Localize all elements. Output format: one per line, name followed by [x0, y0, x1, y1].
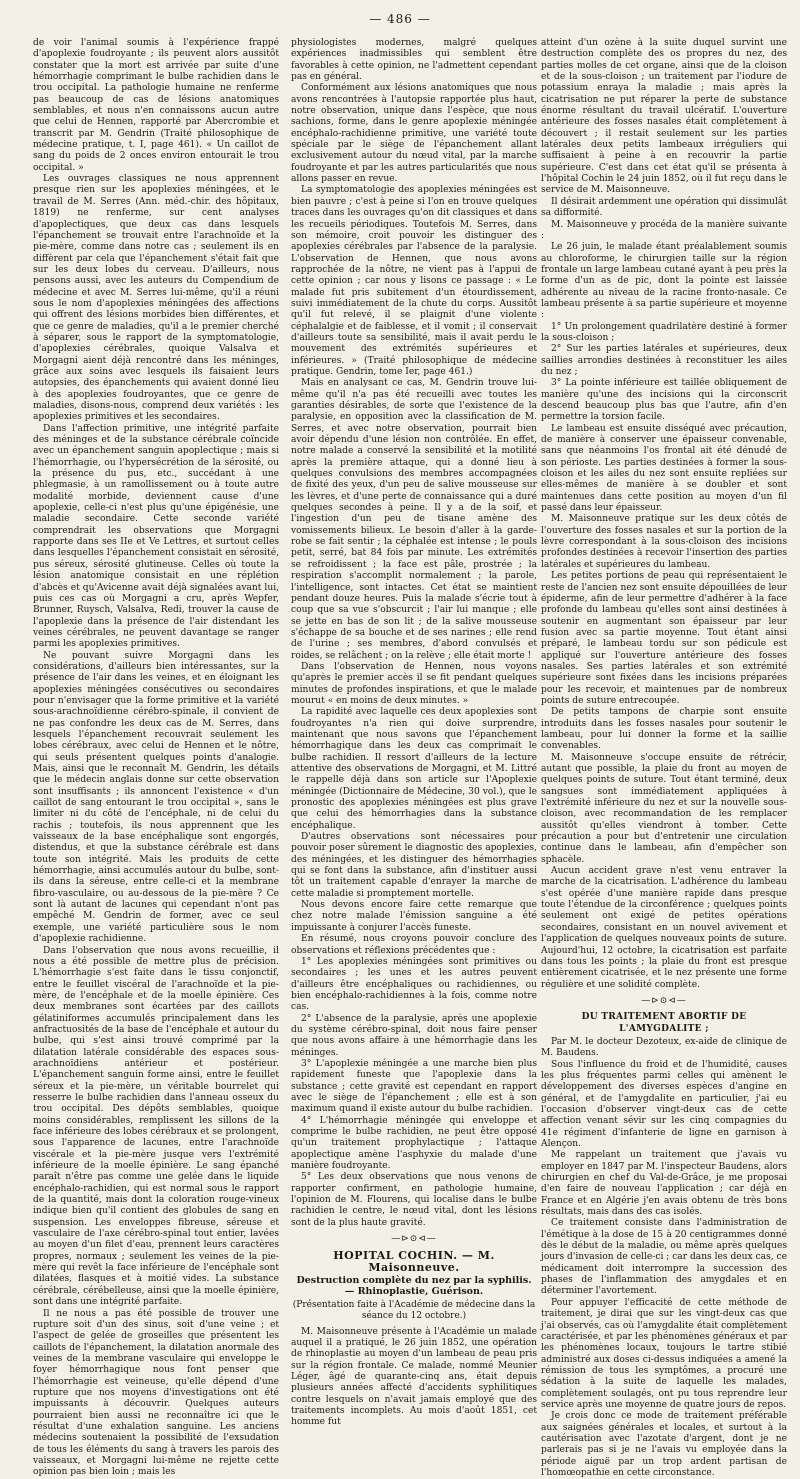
paragraph: Dans l'observation de Hennen, nous voyons qu'après le premier accès il se fit pendant quelques minutes de profondes inspirations, et que le malade mourut « en moins de deux minutes. »	[291, 661, 537, 706]
paragraph: Il désirait ardemment une opération qui dissimulât sa difformité.	[541, 196, 787, 219]
article-title: Destruction complète du nez par la syphilis. — Rhinoplastie, Guérison.	[296, 1275, 532, 1298]
section-heading: DU TRAITEMENT ABORTIF DE L'AMYGDALITE ;	[581, 1012, 747, 1034]
paragraph: Les petites portions de peau qui représentaient le reste de l'ancien nez sont ensuite dépouillées de leur épiderme, afin de leur permettre d'adhérer à la face profonde du lambeau qu'elles sont ainsi destinées à soutenir en augmentant son épaisseur par leur fusion avec sa partie moyenne. Tout étant ainsi préparé, le lambeau tordu sur son pédicule est appliqué sur l'ouverture antérieure des fosses nasales. Ses parties latérales et son extrémité supérieure sont fixées dans les incisions préparées pour les recevoir, et maintenues par de nombreux points de suture entrecoupée.	[541, 571, 787, 706]
list-item: 3° L'apoplexie méningée a une marche bien plus rapidement funeste que l'apoplexie dans la substance ; cette gravité est cependant en rapport avec le siège de l'épanchement ; elle est à son maximum quand il existe autour du bulbe rachidien.	[291, 1058, 537, 1115]
paragraph: M. Maisonneuve pratique sur les deux côtés de l'ouverture des fosses nasales et sur la portion de la lèvre correspondant à la sous-cloison des incisions profondes destinées à recevoir l'insertion des parties latérales et supérieures du lambeau.	[541, 514, 787, 570]
paragraph: M. Maisonneuve présente à l'Académie un malade auquel il a pratiqué, le 26 juin 1852, une opération de rhinoplastie au moyen d'un lambeau de peau pris sur la région frontale. Ce malade, nommé Meunier Léger, âgé de quarante-cinq ans, était depuis plusieurs années affecté d'accidents syphilitiques contre lesquels on n'avait jamais employé que des traitements incomplets. Au mois d'août 1851, cet homme fut	[291, 1326, 537, 1428]
paragraph: Nous devons encore faire cette remarque que chez notre malade l'émission sanguine a été impuissante à conjurer l'accès funeste.	[291, 900, 537, 933]
paragraph: M. Maisonneuve y procéda de la manière suivante :	[541, 219, 787, 241]
paragraph: Mais en analysant ce cas, M. Gendrin trouve lui-même qu'il n'a pas été recueilli avec toutes les garanties désirables, de sorte que l'existence de la paralysie, en opposition avec la classification de M. Serres, et avec notre observation, pourrait bien avoir dépendu d'une lésion non contrôlée. En effet, notre malade a conservé la sensibilité et la motilité après la première attaque, qui a donné lieu à quelques convulsions des membres accompagnées de fixité des yeux, d'un peu de salive mousseuse sur les lèvres, et d'une perte de connaissance qui a duré quelques secondes à peine. Il y a de la soif, et l'ingestion d'un peu de tisane amène des vomissements bilieux. Le besoin d'aller à la garde-robe se fait sentir ; la céphalée est intense ; le pouls petit, serré, bat 84 fois par minute. Les extrémités se refroidissent ; la face est pâle, prostrée ; la respiration s'accomplit normalement ; la parole, l'intelligence, sont intactes. Cet état se maintient pendant douze heures. Puis la malade s'écrie tout à coup que sa vue s'obscurcit ; l'air lui manque ; elle se jette en bas de son lit ; de la salive mousseuse s'échappe de sa bouche et de ses narines ; elle rend de l'urine ; ses membres, d'abord convulsés et roides, se relâchent ; on la relève ; elle était morte !	[291, 378, 537, 661]
paragraph: Le 26 juin, le malade étant préalablement soumis au chloroforme, le chirurgien taille sur la région frontale un large lambeau cutané ayant à peu près la forme d'un as de pic, dont la pointe est laissée adhérente au niveau de la racine fronto-nasale. Ce lambeau présente à sa partie supérieure et moyenne :	[541, 242, 787, 321]
paragraph: Je crois donc ce mode de traitement préférable aux saignées générales et locales, et surtout à la cautérisation avec l'azotate d'argent, dont je ne parlerais pas si je ne l'avais vu employée dans la période aiguë par un trop ardent partisan de l'homœopathie en cette circonstance.	[541, 1411, 787, 1478]
paragraph: Dans l'observation que nous avons recueillie, il nous a été possible de mettre plus de précision. L'hémorrhagie s'est faite dans le tissu conjonctif, entre le feuillet viscéral de l'arachnoïde et la pie-mère, de l'encéphale et de la moelle épinière. Ces deux membranes sont écartées par des caillots gélatiniformes accumulés principalement dans les anfractuosités de la base de l'encéphale et autour du bulbe, qui s'est ainsi trouvé comprimé par la dilatation latérale considérable des espaces sous-arachnoïdiens antérieur et postérieur. L'épanchement sanguin forme ainsi, entre le feuillet séreux et la pie-mère, un véritable bourrelet qui resserre le bulbe rachidien dans l'anneau osseux du trou occipital. Des dépôts semblables, quoique moins considérables, remplissent les sillons de la face inférieure des lobes cérébraux et se prolongent, sous l'apparence de lacunes, entre l'arachnoïde viscérale et la pie-mère jusque vers l'extrémité inférieure de la moelle épinière. Le sang épanché paraît n'être pas comme une gelée dans le liquide encéphalo-rachidien, qui est normal sous le rapport de la quantité, mais dont la coloration rouge-vineux indique bien qu'il contient des globules de sang en suspension. Les enveloppes fibreuse, séreuse et vasculaire de l'axe cérébro-spinal tout entier, lavées au moyen d'un filet d'eau, prennent leurs caractères propres, normaux ; seulement les veines de la pie-mère qui revêt la face inférieure de l'encéphale sont dilatées, flasques et à moitié vides. La substance cérébrale, cérébelleuse, ainsi que la moelle épinière, sont dans une intégrité parfaite.	[33, 945, 279, 1308]
section-separator: —⊳⊙⊲—	[641, 995, 687, 1006]
column-left	[33, 38, 279, 1478]
paragraph: Il ne nous a pas été possible de trouver une rupture soit d'un des sinus, soit d'une veine ; et l'aspect de gelée de groseilles que présentent les caillots de l'épanchement, la dilatation anormale des veines de la membrane vasculaire qui enveloppe le foyer hémorrhagique nous font penser que l'hémorrhagie est veineuse, qu'elle dépend d'une rupture que nos moyens d'investigations ont été impuissants à découvrir. Quelques auteurs pourraient bien aussi ne reconnaître ici que le résultat d'une exhalation sanguine. Les anciens médecins soutenaient la possibilité de l'exsudation de tous les éléments du sang à travers les parois des vaisseaux, et Morgagni lui-même ne rejette cette opinion pas bien loin ; mais les	[33, 1308, 279, 1478]
paragraph: D'autres observations sont nécessaires pour pouvoir poser sûrement le diagnostic des apoplexies, des méningées, et les distinguer des hémorrhagies qui se font dans la substance, afin d'instituer aussi tôt un traitement capable d'enrayer la marche de cette maladie si promptement mortelle.	[291, 832, 537, 899]
paragraph: Conformément aux lésions anatomiques que nous avons rencontrées à l'autopsie rapportée plus haut, notre observation, unique dans l'espèce, que nous sachions, forme, dans le genre apoplexie méningée encéphalo-rachidienne primitive, une variété toute spéciale par le siège de l'épanchement allant exclusivement autour du nœud vital, par la marche foudroyante et par les autres particularités que nous allons passer en revue.	[291, 83, 537, 185]
paragraph: Ne pouvant suivre Morgagni dans les considérations, d'ailleurs bien intéressantes, sur la présence de l'air dans les veines, et en éloignant les apoplexies méningées consécutives ou secondaires pour n'envisager que la forme primitive et la variété sous-arachnoïdienne cérébro-spinale, il convient de ne pas confondre les deux cas de M. Serres, dans lesquels l'épanchement recouvrait seulement les lobes cérébraux, avec celui de Hennen et le nôtre, qui seuls présentent quelques points d'analogie. Mais, ainsi que le reconnaît M. Gendrin, les détails que le médecin anglais donne sur cette observation sont insuffisants ; ils annoncent l'existence « d'un caillot de sang entourant le trou occipital », sans le limiter ni du côté de l'encéphale, ni de celui du rachis ; toutefois, ils nous apprennent que les vaisseaux de la base encéphalique sont engorgés, distendus, et que la substance cérébrale est dans toute son intégrité. Mais les produits de cette hémorrhagie, ainsi accumulés autour du bulbe, sont-ils dans la séreuse, entre celle-ci et la membrane fibro-vasculaire, ou au-dessous de la pie-mère ? Ce sont là autant de lacunes qui cependant n'ont pas empêché M. Gendrin de former, avec ce seul exemple, une variété particulière sous le nom d'apoplexie rachidienne.	[33, 650, 279, 945]
list-item: 3° La pointe inférieure est taillée obliquement de manière qu'une des incisions qui la circonscrit descend beaucoup plus bas que l'autre, afin d'en permettre la torsion facile.	[541, 378, 787, 423]
paragraph: Les ouvrages classiques ne nous apprennent presque rien sur les apoplexies méningées, et le travail de M. Serres (Ann. méd.-chir. des hôpitaux, 1819) ne renferme, sur cent analyses d'apoplectiques, que deux cas dans lesquels l'épanchement se trouvait entre l'arachnoïde et la pie-mère, comme dans notre cas ; seulement ils en diffèrent par cela que l'épanchement s'était fait que sur les deux lobes du cerveau. D'ailleurs, nous pensons aussi, avec les auteurs du Compendium de médecine et avec M. Serres lui-même, qu'il a réuni sous le nom d'apoplexies méningées des affections qui offrent des lésions morbides bien différentes, et que ce genre de maladies, qu'il a le premier cherché à séparer, sous le rapport de la symptomatologie, d'apoplexies cérébrales, quoique Valsalva et Morgagni aient déjà rencontré dans les méninges, grâce aux soins avec lesquels ils faisaient leurs autopsies, des épanchements qui avaient donné lieu à des apoplexies foudroyantes, que ce genre de maladies, disons-nous, comprend deux variétés : les apoplexies primitives et les secondaires.	[33, 174, 279, 423]
column-right	[541, 38, 787, 1478]
page-number: — 486 —	[369, 12, 431, 26]
paragraph: de voir l'animal soumis à l'expérience frappé d'apoplexie foudroyante ; ils peuvent alors aussitôt constater que la mort est arrivée par suite d'une hémorrhagie comprimant le bulbe rachidien dans le trou occipital. La pathologie humaine ne renferme pas beaucoup de cas de lésions anatomiques semblables, et nous n'en connaissons aucun autre que celui de Hennen, rapporté par Abercrombie et transcrit par M. Gendrin (Traité philosophique de médecine pratique, t. I, page 461). « Un caillot de sang du poids de 2 onces environ entourait le trou occipital. »	[33, 38, 279, 173]
list-item: 2° Sur les parties latérales et supérieures, deux saillies arrondies destinées à reconstituer les ailes du nez ;	[541, 344, 787, 377]
paragraph: Aucun accident grave n'est venu entraver la marche de la cicatrisation. L'adhérence du lambeau s'est opérée d'une manière rapide dans presque toute l'étendue de la circonférence ; quelques points seulement ont exigé de petites opérations secondaires, consistant en un nouvel avivement et l'application de quelques nouveaux points de suture. Aujourd'hui, 12 octobre, la cicatrisation est parfaite dans tous les points ; la plaie du front est presque entièrement cicatrisée, et le nez présente une forme régulière et une solidité complète.	[541, 866, 787, 990]
paragraph: Ce traitement consiste dans l'administration de l'émétique à la dose de 15 à 20 centigrammes donné dès le début de la maladie, ou même après quelques jours d'invasion de celle-ci ; car dans les deux cas, ce médicament doit interrompre la succession des phases de l'inflammation des amygdales et en déterminer l'avortement.	[541, 1218, 787, 1297]
paragraph: La symptomatologie des apoplexies méningées est bien pauvre ; c'est à peine si l'on en trouve quelques traces dans les ouvrages qu'on dit classiques et dans les recueils périodiques. Toutefois M. Serres, dans son mémoire, croit pouvoir les distinguer des apoplexies cérébrales par l'absence de la paralysie. L'observation de Hennen, que nous avons rapprochée de la nôtre, ne vient pas à l'appui de cette opinion ; car nous y lisons ce passage : « Le malade fut pris subitement d'un étourdissement, suivi immédiatement de la chute du corps. Aussitôt qu'il fut relevé, il se plaignit d'une violente céphalalgie et de faiblesse, et il vomit ; il conservait d'ailleurs toute sa sensibilité, mais il avait perdu le mouvement des extrémités supérieures et inférieures. » (Traité philosophique de médecine pratique. Gendrin, tome Ier, page 461.)	[291, 185, 537, 377]
column-middle	[291, 38, 537, 1428]
section-heading: HOPITAL COCHIN. — M. Maisonneuve.	[333, 1249, 495, 1274]
list-item: 2° L'absence de la paralysie, après une apoplexie du système cérébro-spinal, doit nous faire penser que nous avons affaire à une hémorrhagie dans les méninges.	[291, 1013, 537, 1058]
paragraph: Pour appuyer l'efficacité de cette méthode de traitement, je dirai que sur les vingt-deux cas que j'ai observés, cas où l'amygdalite était complètement caractérisée, et par les phénomènes généraux et par les phénomènes locaux, toujours le tartre stibié administré aux doses ci-dessus indiquées a amené la rémission de tous les symptômes, a procuré une sédation à la suite de laquelle les malades, complètement soulagés, ont pu tous reprendre leur service après une moyenne de quatre jours de repos.	[541, 1297, 787, 1410]
paragraph: Le lambeau est ensuite disséqué avec précaution, de manière à conserver une épaisseur convenable, sans que néanmoins l'os frontal ait été dénudé de son périoste. Les parties destinées à former la sous-cloison et les ailes du nez sont ensuite repliées sur elles-mêmes de manière à se doubler et sont maintenues dans cette position au moyen d'un fil passé dans leur épaisseur.	[541, 423, 787, 514]
list-item: 1° Les apoplexies méningées sont primitives ou secondaires ; les unes et les autres peuvent d'ailleurs être encéphaliques ou rachidiennes, ou bien encéphalo-rachidiennes à la fois, comme notre cas.	[291, 956, 537, 1013]
section-separator: —⊳⊙⊲—	[391, 1234, 437, 1245]
paragraph: Me rappelant un traitement que j'avais vu employer en 1847 par M. l'inspecteur Baudens, alors chirurgien en chef du Val-de-Grâce, je me proposai d'en faire de nouveau l'application ; car déjà en France et en Algérie j'en avais obtenu de très bons résultats, mais dans des cas isolés.	[541, 1150, 787, 1218]
article-note: (Présentation faite à l'Académie de médecine dans la séance du 12 octobre.)	[292, 1299, 536, 1322]
paragraph: En résumé, nous croyons pouvoir conclure des observations et réflexions précédentes que :	[291, 934, 537, 956]
paragraph: physiologistes modernes, malgré quelques expériences inadmissibles qui semblent être favorables à cette opinion, ne l'admettent cependant pas en général.	[291, 38, 537, 83]
list-item: 4° L'hémorrhagie méningée qui enveloppe et comprime le bulbe rachidien, ne peut être opposé qu'un traitement prophylactique ; l'attaque apoplectique amène l'asphyxie du malade d'une manière foudroyante.	[291, 1115, 537, 1172]
paragraph: M. Maisonneuve s'occupe ensuite de rétrécir, autant que possible, la plaie du front au moyen de quelques points de suture. Tout étant terminé, deux sangsues sont immédiatement appliquées à l'extrémité inférieure du nez et sur la nouvelle sous-cloison, avec recommandation de les remplacer aussitôt qu'elles viendront à tomber. Cette précaution a pour but d'entretenir une circulation continue dans le lambeau, afin d'empêcher son sphacèle.	[541, 752, 787, 865]
list-item: 1° Un prolongement quadrilatère destiné à former la sous-cloison ;	[541, 321, 787, 343]
paragraph: La rapidité avec laquelle ces deux apoplexies sont foudroyantes n'a rien qui doive surprendre, maintenant que nous savons que l'épanchement hémorrhagique dans les deux cas comprimait le bulbe rachidien. Il ressort d'ailleurs de la lecture attentive des observations de Morgagni, et M. Littré le rappelle déjà dans son article sur l'Apoplexie méningée (Dictionnaire de Médecine, 30 vol.), que le pronostic des apoplexies méningées est plus grave que celui des hémorrhagies dans la substance encéphalique.	[291, 707, 537, 831]
paragraph: De petits tampons de charpie sont ensuite introduits dans les fosses nasales pour soutenir le lambeau, pour lui donner la forme et la saillie convenables.	[541, 707, 787, 752]
paragraph: Sous l'influence du froid et de l'humidité, causes les plus fréquentes parmi celles qui amènent le développement des diverses espèces d'angine en général, et de l'amygdalite en particulier, j'ai eu l'occasion d'observer vingt-deux cas de cette affection venant sévir sur les cinq compagnies du 41e régiment d'infanterie de ligne en garnison à Alençon.	[541, 1059, 787, 1149]
paragraph: atteint d'un ozène à la suite duquel survint une destruction complète des os propres du nez, des parties molles de cet organe, ainsi que de la cloison et de la sous-cloison ; un traitement par l'iodure de potassium enraya la maladie ; mais après la cicatrisation ne put réparer la perte de substance énorme résultant du travail ulcératif. L'ouverture antérieure des fosses nasales était complètement à découvert ; il restait seulement sur les parties latérales deux petits lambeaux irréguliers qui suffisaient à peine à en recouvrir la partie supérieure. C'est dans cet état qu'il se présenta à l'hôpital Cochin le 24 juin 1852, où il fut reçu dans le service de M. Maisonneuve.	[541, 38, 787, 196]
list-item: 5° Les deux observations que nous venons de rapporter confirment, en pathologie humaine, l'opinion de M. Flourens, qui localise dans le bulbe rachidien le centre, le nœud vital, dont les lésions sont de la plus haute gravité.	[291, 1172, 537, 1228]
author-line: Par M. le docteur Dezoteux, ex-aide de clinique de M. Baudens.	[541, 1036, 787, 1059]
paragraph: Dans l'affection primitive, une intégrité parfaite des méninges et de la substance cérébrale coïncide avec un épanchement sanguin apoplectique ; mais si l'hémorrhagie, ou l'hypersécrétion de la sérosité, ou la présence du pus, etc., succédant à une phlegmasie, à un ramollissement ou à toute autre modalité morbide, deviennent cause d'une apoplexie, celle-ci n'est plus qu'une épigénésie, une maladie secondaire. Cette seconde variété comprendrait les observations que Morgagni rapporte dans ses IIe et Ve Lettres, et surtout celles dans lesquelles l'épanchement consistait en sérosité, pus séreux, sérosité glutineuse. Celles où toute la lésion anatomique consistait en une réplétion d'abcès et qu'Avicenne avait déjà signalées avant lui, puis ces cas où Morgagni a cru, après Wepfer, Brunner, Ruysch, Valsalva, Redi, trouver la cause de l'apoplexie dans la présence de l'air distendant les veines cérébrales, ne peuvent davantage se ranger parmi les apoplexies primitives.	[33, 423, 279, 650]
